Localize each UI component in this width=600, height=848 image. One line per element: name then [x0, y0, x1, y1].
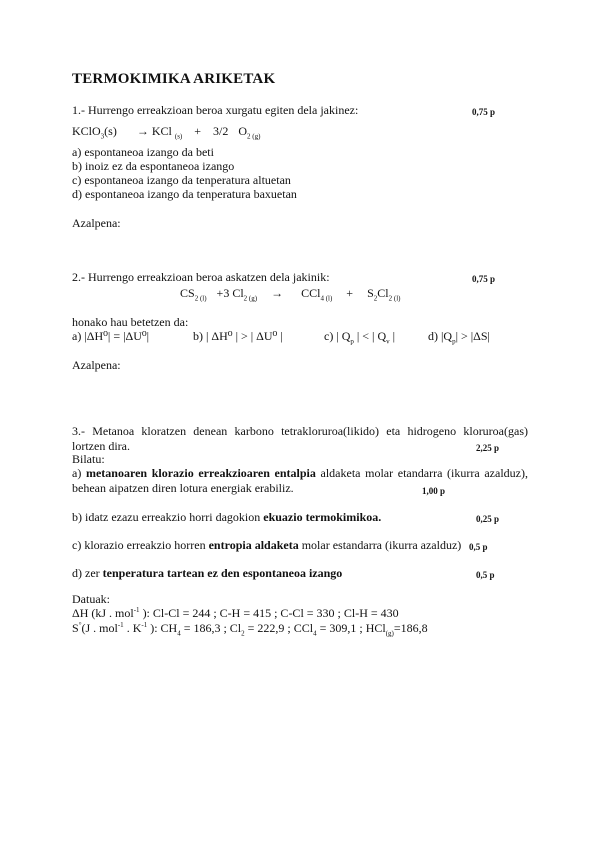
- q2-option-c: c) | $Q_p$ | < | $Q_v$ |: [324, 329, 396, 346]
- q2-arrow: →: [271, 286, 284, 300]
- q1-equation: KClO$_3$(s) → KCl $_{(s)}$ + 3/2 $O_{2 (g)}$: [72, 124, 261, 141]
- q2-points: 0,75 p: [472, 274, 496, 284]
- q3-part-a-points: 1,00 p: [422, 486, 446, 496]
- data-label: Datuak:: [72, 592, 110, 606]
- q2-option-b: b) | ΔH⁰ | > | ΔU⁰ |: [193, 329, 283, 343]
- q1-prompt: 1.- Hurrengo erreakzioan beroa xurgatu egiten dela jakinez:: [72, 103, 359, 117]
- q2-equation: $CS_{2 (l)} +3$ $Cl_{2 (g)} \to CCl_{4 (l)} + S_2Cl_{2 (l)}$: [180, 286, 401, 303]
- q3-part-c-points: 0,5 p: [469, 542, 488, 552]
- q3-part-d: d) zer tenperatura tartean ez den espontaneoa izango: [72, 566, 343, 580]
- q3-part-c: c) klorazio erreakzio horren entropia aldaketa molar estandarra (ikurra azalduz): [72, 538, 462, 552]
- q3-part-b-points: 0,25 p: [476, 514, 500, 524]
- q2-option-d: d) $|Q_p| > |\Delta S|$: [428, 329, 490, 346]
- q2-explanation-label: Azalpena:: [72, 358, 121, 372]
- q1-option-a: a) espontaneoa izango da beti: [72, 145, 214, 159]
- q3-part-a: a) metanoaren klorazio erreakzioaren entalpia aldaketa molar etandarra (ikurra azalduz), behean aipatzen diren lotura energiak erabiliz.: [72, 466, 528, 495]
- q1-points: 0,75 p: [472, 107, 496, 117]
- q1-product-1: KCl: [151, 124, 172, 138]
- q2-lead-text: honako hau betetzen da:: [72, 315, 189, 329]
- q1-option-c: c) espontaneoa izango da tenperatura altuetan: [72, 173, 291, 187]
- q3-part-b: b) idatz ezazu erreakzio horri dagokion ekuazio termokimikoa.: [72, 510, 382, 524]
- q3-total-points: 2,25 p: [476, 443, 500, 453]
- q1-arrow: →: [136, 124, 149, 138]
- q1-reactant: KClO: [72, 124, 101, 138]
- q1-explanation-label: Azalpena:: [72, 216, 121, 230]
- q3-intro: 3.- Metanoa kloratzen denean karbono tetrakloruroa(likido) eta hidrogeno kloruroa(gas) lortzen dira.: [72, 424, 528, 453]
- q3-part-d-points: 0,5 p: [476, 570, 495, 580]
- q1-option-d: d) espontaneoa izango da tenperatura baxuetan: [72, 187, 297, 201]
- q2-prompt: 2.- Hurrengo erreakzioan beroa askatzen dela jakinik:: [72, 270, 330, 284]
- q1-option-b: b) inoiz ez da espontaneoa izango: [72, 159, 235, 173]
- q2-option-a: a) |ΔH⁰| = |ΔU⁰|: [72, 329, 150, 343]
- q3-bilatu: Bilatu:: [72, 452, 105, 466]
- page-title: TERMOKIMIKA ARIKETAK: [72, 71, 276, 87]
- q1-product-2: O: [238, 124, 248, 138]
- data-entropy-line: S°(J . mol$^{-1}$ . $K^{-1}$ ): $CH_4 = 186,3$ ; $Cl_2 = 222,9$ ; CCl$_4$ = 309,1 ; HCl$_{(g)}$=186,8: [72, 621, 428, 638]
- data-enthalpy-line: ΔH (kJ . mol$^{-1}$ ): Cl-Cl = 244 ; C-H = 415 ; C-Cl = 330 ; Cl-H = 430: [72, 606, 399, 620]
